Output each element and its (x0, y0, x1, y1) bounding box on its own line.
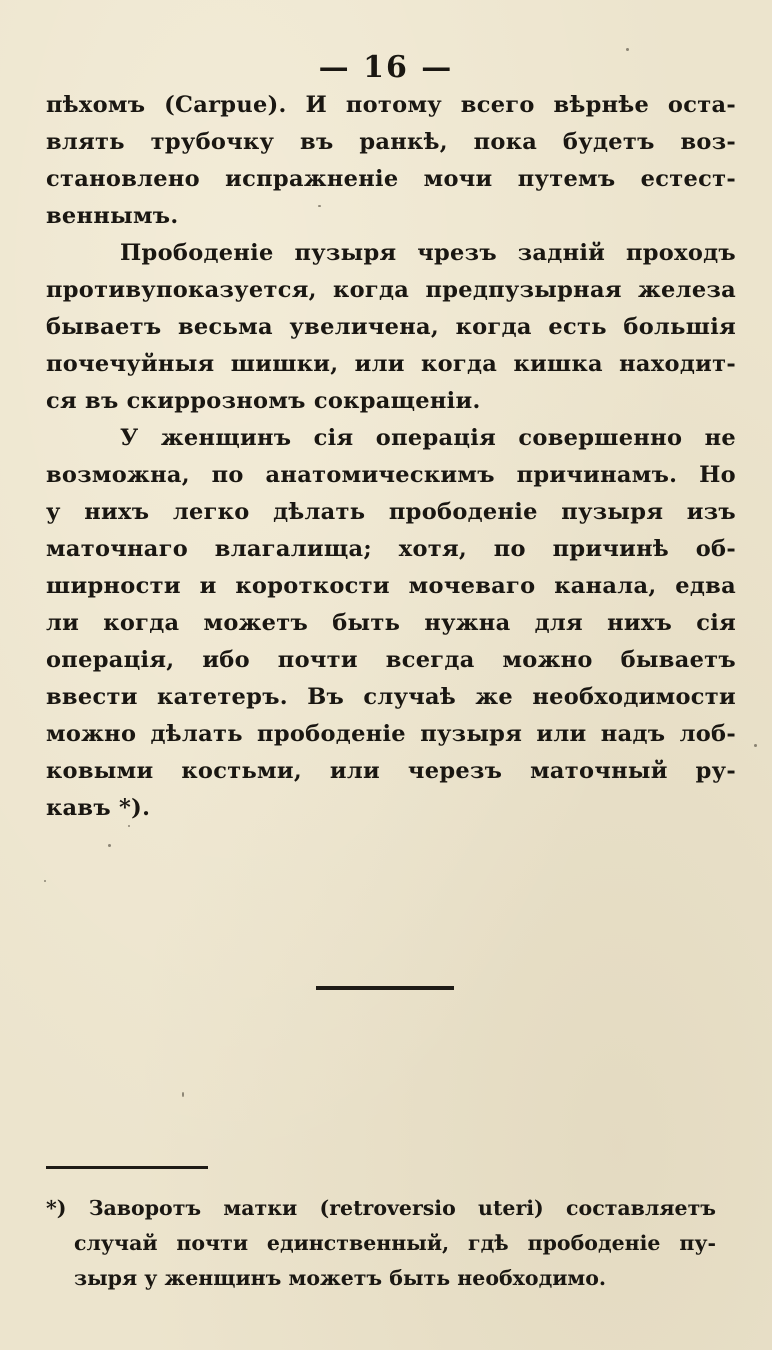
text-line: влять трубочку въ ранкѣ, пока будетъ воз- (46, 129, 736, 155)
text-line: ли когда можетъ быть нужна для нихъ сія (46, 610, 736, 636)
footnote (46, 1191, 716, 1296)
footnote-divider (46, 1166, 208, 1169)
text-line: ковыми костьми, или черезъ маточный ру- (46, 758, 736, 784)
footnote-line: случай почти единственный, гдѣ прободеніе пу- (74, 1231, 716, 1255)
paper-speck (128, 825, 130, 827)
text-line: у нихъ легко дѣлать прободеніе пузыря изъ (46, 499, 736, 525)
paper-speck (108, 844, 111, 847)
page-number: — 16 — (318, 50, 454, 85)
text-line: кавъ *). (46, 795, 151, 821)
text-line: противупоказуется, когда предпузырная железа (46, 277, 736, 303)
text-line: ширности и короткости мочеваго канала, едва (46, 573, 736, 599)
section-divider (316, 986, 454, 990)
text-line: ввести катетеръ. Въ случаѣ же необходимости (46, 684, 736, 710)
paper-speck (182, 1092, 184, 1097)
paper-speck (754, 744, 757, 747)
paper-speck (318, 205, 321, 207)
footnote-line: *) Заворотъ матки (retroversio uteri) составляетъ (46, 1196, 716, 1220)
main-text (46, 87, 736, 827)
text-line: веннымъ. (46, 203, 179, 229)
text-line: ся въ скиррозномъ сокращеніи. (46, 388, 481, 414)
footnote-line: зыря у женщинъ можетъ быть необходимо. (74, 1266, 607, 1290)
paragraph-start-line: Прободеніе пузыря чрезъ задній проходъ (120, 240, 736, 266)
text-line: становлено испражненіе мочи путемъ естест- (46, 166, 736, 192)
text-line: можно дѣлать прободеніе пузыря или надъ лоб- (46, 721, 736, 747)
text-line: пѣхомъ (Carpue). И потому всего вѣрнѣе оста- (46, 92, 736, 118)
text-line: почечуйныя шишки, или когда кишка находит- (46, 351, 736, 377)
text-line: операція, ибо почти всегда можно бываетъ (46, 647, 736, 673)
text-line: маточнаго влагалища; хотя, по причинѣ об- (46, 536, 736, 562)
text-line: бываетъ весьма увеличена, когда есть большія (46, 314, 736, 340)
paper-speck (44, 880, 46, 882)
paragraph-start-line: У женщинъ сія операція совершенно не (120, 425, 736, 451)
paper-speck (626, 48, 629, 51)
text-line: возможна, по анатомическимъ причинамъ. Но (46, 462, 736, 488)
